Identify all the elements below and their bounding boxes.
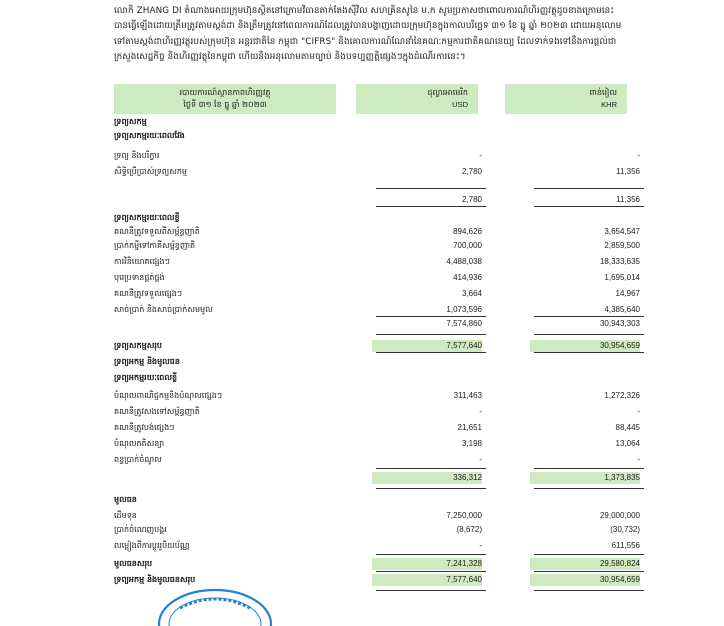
intro-line: ទៅតាមស្តង់ដាហិរញ្ញវត្ថុរបស់ក្រុមហ៊ុន អន្តរជាតិនៃ កម្ពុជា "CIFRS" និងគោលការណ៍ណែនាំនៃគណៈកម្មការជាតិគណនេយ្យ ដែលទាក់ទងទៅនឹងការផ្តល់ជា — [114, 36, 617, 47]
usd-value: 7,241,328 — [372, 558, 482, 570]
row-label: ទ្រព្យអកម្ម និងមូលធន — [114, 357, 180, 366]
khr-value: 1,272,326 — [604, 391, 640, 400]
khr-value: 13,064 — [615, 439, 640, 448]
usd-value: - — [479, 407, 482, 416]
usd-value: 1,073,596 — [446, 305, 482, 314]
usd-value: - — [479, 151, 482, 160]
row-label: ដើមទុន — [114, 511, 137, 520]
row-label: ទ្រព្យ និងបរិក្ខារ — [114, 151, 160, 160]
khr-value: 2,859,500 — [604, 241, 640, 250]
khr-value: 30,954,659 — [530, 574, 640, 586]
table-row — [114, 166, 644, 178]
khr-value: 14,967 — [615, 289, 640, 298]
khr-value: 11,356 — [616, 195, 640, 204]
table-row — [114, 356, 644, 368]
row-label: មូលធនសរុប — [114, 559, 153, 568]
table-row — [114, 130, 644, 142]
table-row — [114, 438, 644, 450]
table-row — [114, 304, 644, 316]
subtotal-rule-khr — [534, 488, 644, 489]
column-khr-unit: KHR — [601, 100, 617, 109]
khr-value: 611,556 — [611, 541, 640, 550]
table-row — [114, 454, 644, 466]
khr-value: 3,654,547 — [604, 227, 640, 236]
subtotal-rule-khr — [534, 188, 644, 189]
subtotal-rule-usd — [376, 468, 486, 469]
usd-value: 4,488,038 — [446, 257, 482, 266]
usd-value: 3,664 — [461, 289, 482, 298]
table-row — [114, 558, 644, 570]
row-label: ទ្រព្យសកម្ម — [114, 117, 147, 126]
subtotal-rule-khr — [534, 334, 644, 335]
intro-paragraph — [114, 4, 720, 65]
usd-value: - — [479, 455, 482, 464]
row-label: ទ្រព្យសកម្មរយៈពេលវែង — [114, 131, 185, 140]
row-label: បំណុលពាណិជ្ជកម្មនិងបំណុលផ្សេងៗ — [114, 391, 223, 400]
column-header-usd — [356, 84, 478, 114]
usd-value: 336,312 — [372, 472, 482, 484]
subtotal-rule-usd — [376, 188, 486, 189]
table-row — [114, 272, 644, 284]
statement-title: របាយការណ៍ស្ថានភាពហិរញ្ញវត្ថុ — [179, 88, 271, 97]
row-label: ទ្រព្យសកម្មសរុប — [114, 341, 162, 350]
row-label: ការវិនិយោគផ្សេងៗ — [114, 257, 170, 266]
subtotal-rule-usd — [376, 571, 486, 572]
usd-value: 894,626 — [453, 227, 482, 236]
row-label: ប្រាក់កម្ចីទៅភាគីសម្ព័ន្ធញាតិ — [114, 241, 196, 250]
intro-line: ក្រសួងសេដ្ឋកិច្ច និងហិរញ្ញវត្ថុនៃកម្ពុជា ហើយនិងអនុលោមតាមច្បាប់ និងបទប្បញ្ញត្តិផ្សេងៗក្នុងដំណើរការនេះ។ — [114, 51, 466, 62]
row-label: លម្អៀងពីការប្តូររូបិយប័ណ្ណ — [114, 541, 190, 550]
subtotal-rule-usd — [376, 488, 486, 489]
khr-value: - — [637, 407, 640, 416]
row-label: ពន្ធប្រាក់ចំណូល — [114, 455, 162, 464]
row-label: ប្រាក់ចំណេញបង្គរ — [114, 525, 167, 534]
khr-value: 18,333,635 — [599, 257, 640, 266]
table-row — [114, 472, 644, 484]
khr-value: 30,943,303 — [599, 319, 640, 328]
table-row — [114, 524, 644, 536]
statement-title-header — [114, 84, 336, 114]
khr-value: 4,385,640 — [604, 305, 640, 314]
table-row — [114, 212, 644, 224]
intro-line: បានធ្វើឡើងដោយត្រឹមត្រូវតាមស្តង់ដា និងត្រឹមត្រូវនៅពេលការណ៍ដែលត្រូវបានបង្ហាញដោយក្រុមហ៊ុនក្នុងកាលបរិច្ឆេទ ៣១ ខែ ធ្នូ ឆ្នាំ ២០២៣ ដោយអនុលោម — [114, 21, 622, 32]
usd-value: 2,780 — [461, 167, 482, 176]
usd-value: 7,250,000 — [446, 511, 482, 520]
khr-value: - — [637, 151, 640, 160]
table-row — [114, 574, 644, 586]
subtotal-rule-usd — [376, 206, 486, 207]
column-usd-unit: USD — [452, 100, 468, 109]
khr-value: 1,695,014 — [604, 273, 640, 282]
subtotal-rule-khr — [534, 316, 644, 317]
table-row — [114, 256, 644, 268]
table-row — [114, 340, 644, 352]
usd-value: 414,936 — [453, 273, 482, 282]
row-label: សិទ្ធិប្រើប្រាស់ទ្រព្យសកម្ម — [114, 167, 188, 176]
khr-value: - — [637, 455, 640, 464]
table-row — [114, 150, 644, 162]
table-row — [114, 194, 644, 206]
row-label: ទ្រព្យសកម្មរយៈពេលខ្លី — [114, 213, 180, 222]
row-label: គណនីត្រូវទទួលពីសម្ព័ន្ធញាតិ — [114, 227, 200, 236]
statement-date: ថ្ងៃទី ៣១ ខែ ធ្នូ ឆ្នាំ ២០២៣ — [183, 100, 267, 109]
subtotal-rule-khr — [534, 571, 644, 572]
usd-value: 7,577,640 — [372, 340, 482, 352]
khr-value: 1,373,835 — [530, 472, 640, 484]
table-row — [114, 372, 644, 384]
table-row — [114, 226, 644, 238]
khr-value: (30,732) — [610, 525, 640, 534]
subtotal-rule-khr — [534, 554, 644, 555]
subtotal-rule-usd — [376, 590, 486, 591]
row-label: ទ្រព្យអកម្មរយៈពេលខ្លី — [114, 373, 178, 382]
row-label: មូលធន — [114, 495, 137, 504]
subtotal-rule-usd — [376, 352, 486, 353]
row-label: គណនីត្រូវសងទៅសម្ព័ន្ធញាតិ — [114, 407, 200, 416]
column-khr-label: ពាន់រៀល — [589, 88, 617, 97]
subtotal-rule-khr — [534, 206, 644, 207]
subtotal-rule-khr — [534, 468, 644, 469]
khr-value: 29,580,824 — [530, 558, 640, 570]
row-label: សាច់ប្រាក់ និងសាច់ប្រាក់សមមូល — [114, 305, 213, 314]
table-row — [114, 510, 644, 522]
khr-value: 11,356 — [616, 167, 640, 176]
table-row — [114, 318, 644, 330]
table-row — [114, 540, 644, 552]
table-row — [114, 422, 644, 434]
table-row — [114, 390, 644, 402]
usd-value: 7,574,860 — [446, 319, 482, 328]
row-label: ទ្រព្យអកម្ម និងមូលធនសរុប — [114, 575, 196, 584]
column-header-khr — [505, 84, 627, 114]
table-row — [114, 406, 644, 418]
column-usd-label: ដុល្លារអាមេរិក — [427, 88, 468, 97]
subtotal-rule-usd — [376, 316, 486, 317]
row-label: បំណុលភតិសន្យា — [114, 439, 165, 448]
usd-value: 3,198 — [461, 439, 482, 448]
khr-value: 29,000,000 — [599, 511, 640, 520]
company-seal-stamp — [156, 586, 274, 626]
table-row — [114, 494, 644, 506]
subtotal-rule-khr — [534, 352, 644, 353]
usd-value: (8,672) — [456, 525, 482, 534]
khr-value: 88,445 — [615, 423, 640, 432]
subtotal-rule-usd — [376, 554, 486, 555]
usd-value: 2,780 — [461, 195, 482, 204]
subtotal-rule-usd — [376, 334, 486, 335]
row-label: បុរេប្រទានផ្គត់ផ្គង់ — [114, 273, 165, 282]
usd-value: 7,577,640 — [372, 574, 482, 586]
table-row — [114, 240, 644, 252]
table-row — [114, 288, 644, 300]
table-row — [114, 116, 644, 128]
subtotal-rule-khr — [534, 590, 644, 591]
khr-value: 30,954,659 — [530, 340, 640, 352]
usd-value: 700,000 — [453, 241, 482, 250]
usd-value: 311,463 — [453, 391, 482, 400]
row-label: គណនីត្រូវទទួលផ្សេងៗ — [114, 289, 183, 298]
usd-value: 21,651 — [457, 423, 482, 432]
intro-line: លោកិ ZHANG DI តំណាងអោយក្រុមហ៊ុនស្ថិតនៅក្រោមវិធានតាក់តែងស៊ីវិល សហគ្រិនសូនៃ ម.ក សូមប្រកាសថាពោលការណ៍ហិរញ្ញវត្ថុដូចខាងក្រោមនេះ — [114, 6, 615, 16]
row-label: គណនីត្រូវបង់ផ្សេងៗ — [114, 423, 175, 432]
usd-value: - — [479, 541, 482, 550]
